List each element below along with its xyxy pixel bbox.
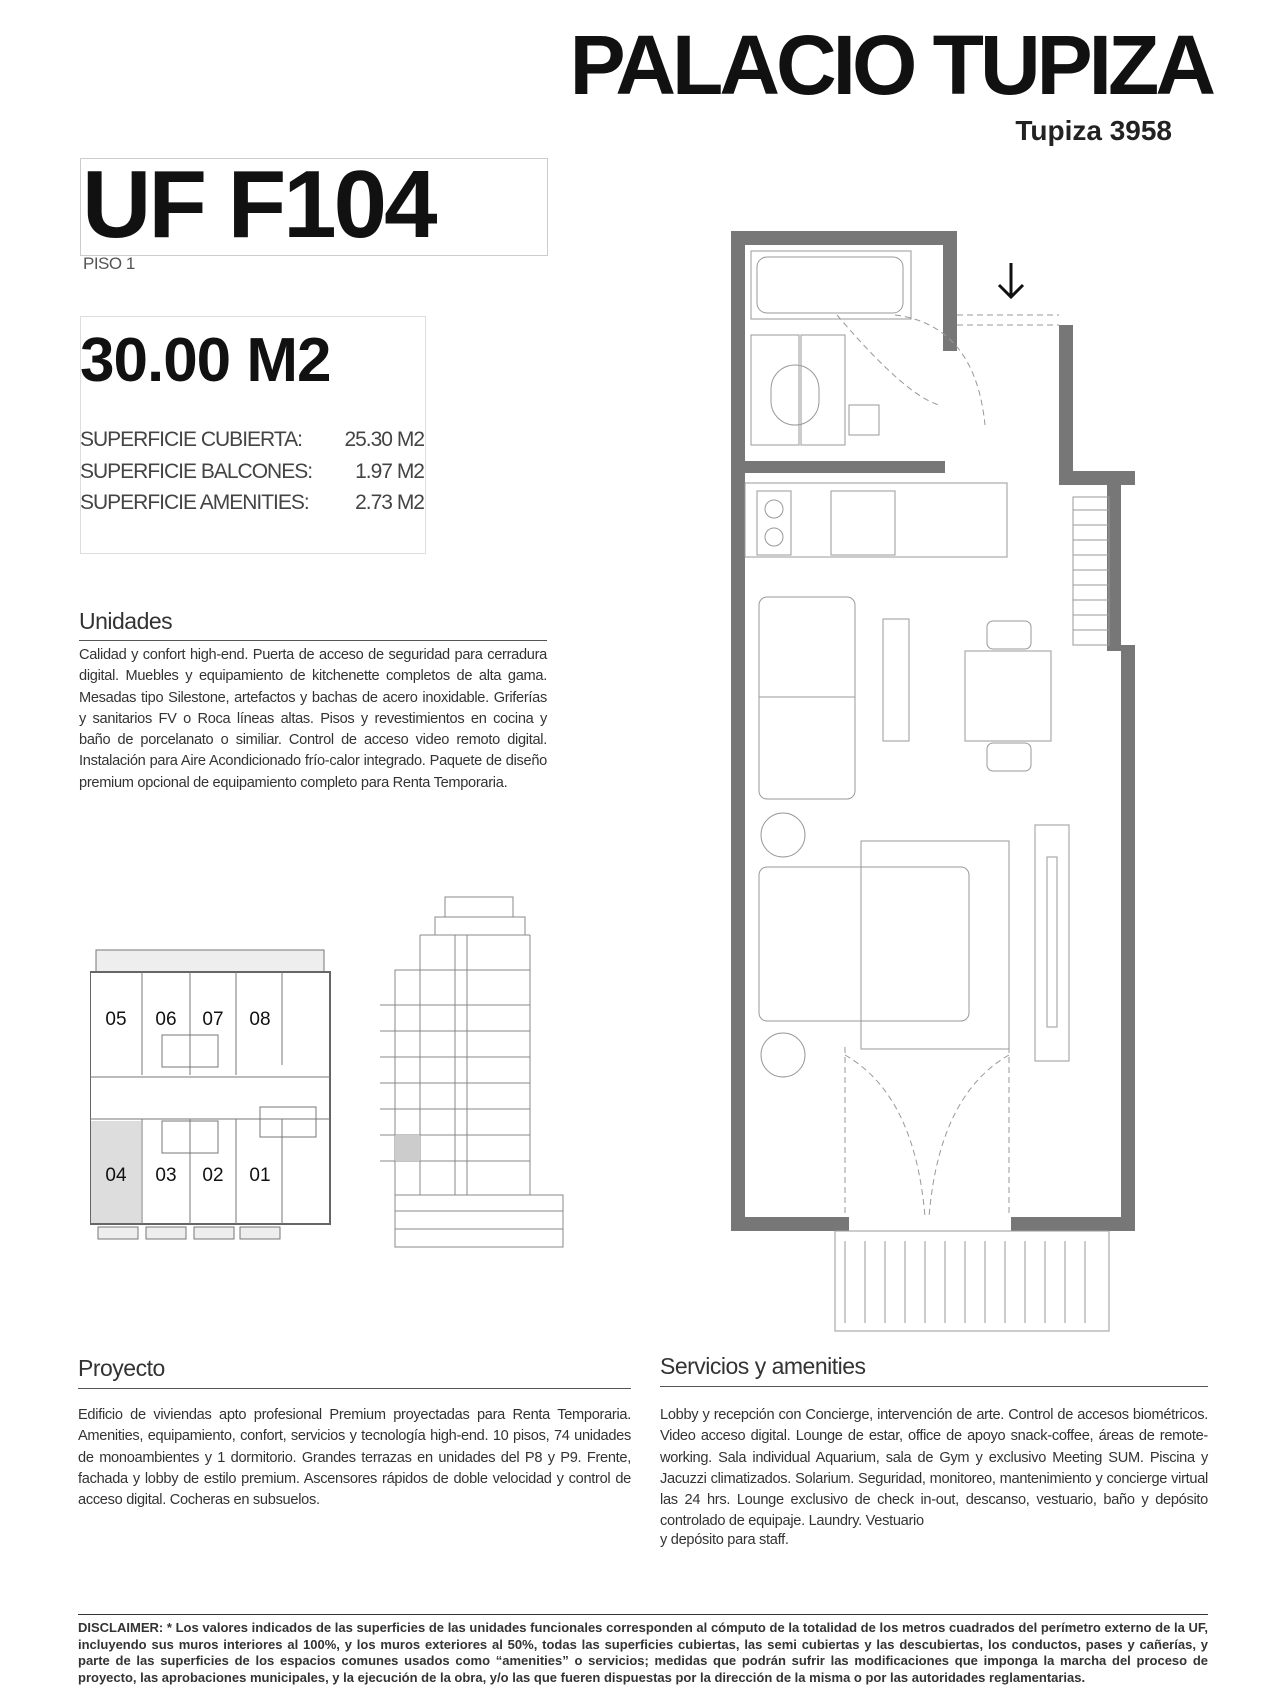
key-unit-label: 07 (202, 1009, 224, 1030)
unidades-text: Calidad y confort high-end. Puerta de acceso de seguridad para cerradura digital. Muebles y equipamiento de kitchenette completos de alta gama. Mesadas tipo Silestone, artefactos y bachas de acero inoxidable. Griferías y sanitarios FV o Roca líneas altas. Pisos y revestimientos en cocina y baño de porcelanato o similiar. Control de acceso video remoto digital. Instalación para Aire Acondicionado frío-calor integrado. Paquete de diseño premium opcional de equipamiento completo para Renta Temporaria. (79, 647, 547, 791)
area-value: 1.97 M2 (355, 460, 424, 483)
proyecto-text: Edificio de viviendas apto profesional Premium proyectadas para Renta Temporaria. Amenities, equipamiento, confort, servicios y tecnología high-end. 10 pisos, 74 unidades de monoambientes y 1 dormitorio. Grandes terrazas en unidades del P8 y P9. Frente, fachada y lobby de estilo premium. Ascensores rápidos de doble velocidad y control de acceso digital. Cocheras en subsuelos. (78, 1407, 631, 1509)
unit-code: UF F104 (82, 151, 435, 258)
section-rule (78, 1388, 631, 1389)
brand-title: PALACIO TUPIZA (569, 18, 1212, 112)
unit-floor-plan (725, 225, 1145, 1340)
key-elevation (375, 895, 575, 1250)
section-rule (660, 1386, 1208, 1387)
key-unit-label: 05 (105, 1009, 127, 1030)
section-title-unidades: Unidades (79, 608, 173, 634)
area-label: SUPERFICIE CUBIERTA: (80, 428, 302, 451)
area-value: 25.30 M2 (344, 428, 424, 451)
key-unit-label: 01 (249, 1165, 271, 1186)
servicios-text: Lobby y recepción con Concierge, intervención de arte. Control de accesos biométricos. Video acceso digital. Lounge de estar, office de apoyo snack-coffee, áreas de remote-working. Sala individual Aquarium, sala de Gym y exclusivo Meeting SUM. Piscina y Jacuzzi climatizados. Solarium. Seguridad, monitoreo, mantenimiento y concierge virtual las 24 hrs. Lounge exclusivo de check in-out, descanso, vestuario, baño y depósito controlado de equipaje. Laundry. Vestuario (660, 1407, 1208, 1530)
area-label: SUPERFICIE AMENITIES: (80, 491, 309, 514)
key-unit-label: 03 (155, 1165, 177, 1186)
section-rule (79, 640, 547, 641)
area-label: SUPERFICIE BALCONES: (80, 460, 313, 483)
disclaimer-rule (78, 1614, 1208, 1615)
area-row-balcones (80, 460, 424, 484)
servicios-text-staff: y depósito para staff. (660, 1532, 789, 1548)
area-value: 2.73 M2 (355, 491, 424, 514)
key-unit-label: 08 (249, 1009, 271, 1030)
floor-label: PISO 1 (83, 254, 135, 273)
disclaimer: DISCLAIMER: * Los valores indicados de las superficies de las unidades funcionales corresponden al cómputo de la totalidad de los metros cuadrados del perímetro externo de la UF, incluyendo sus muros interiores al 100%, y los muros exteriores al 50%, todas las superficies cubiertas, las semi cubiertas y las descubiertas, los conductos, pases y cañerías, y parte de las superficies de los espacios comunes usados como “amenities” o servicios; medidas que podrán sufrir las modificaciones que imponga la marcha del proceso de proyecto, las aprobaciones municipales, y la ejecución de la obra, y/o las que fueren dispuestas por la dirección de la misma o por las autoridades reglamentarias. (78, 1620, 1208, 1685)
building-address: Tupiza 3958 (1015, 115, 1172, 146)
section-title-proyecto: Proyecto (78, 1355, 165, 1381)
key-floor-plan (90, 945, 350, 1245)
total-area: 30.00 M2 (80, 326, 331, 395)
section-title-servicios: Servicios y amenities (660, 1353, 866, 1379)
key-unit-label: 02 (202, 1165, 224, 1186)
area-row-cubierta (80, 428, 424, 452)
area-row-amenities (80, 491, 424, 515)
key-unit-label: 04 (105, 1165, 127, 1186)
key-unit-label: 06 (155, 1009, 177, 1030)
